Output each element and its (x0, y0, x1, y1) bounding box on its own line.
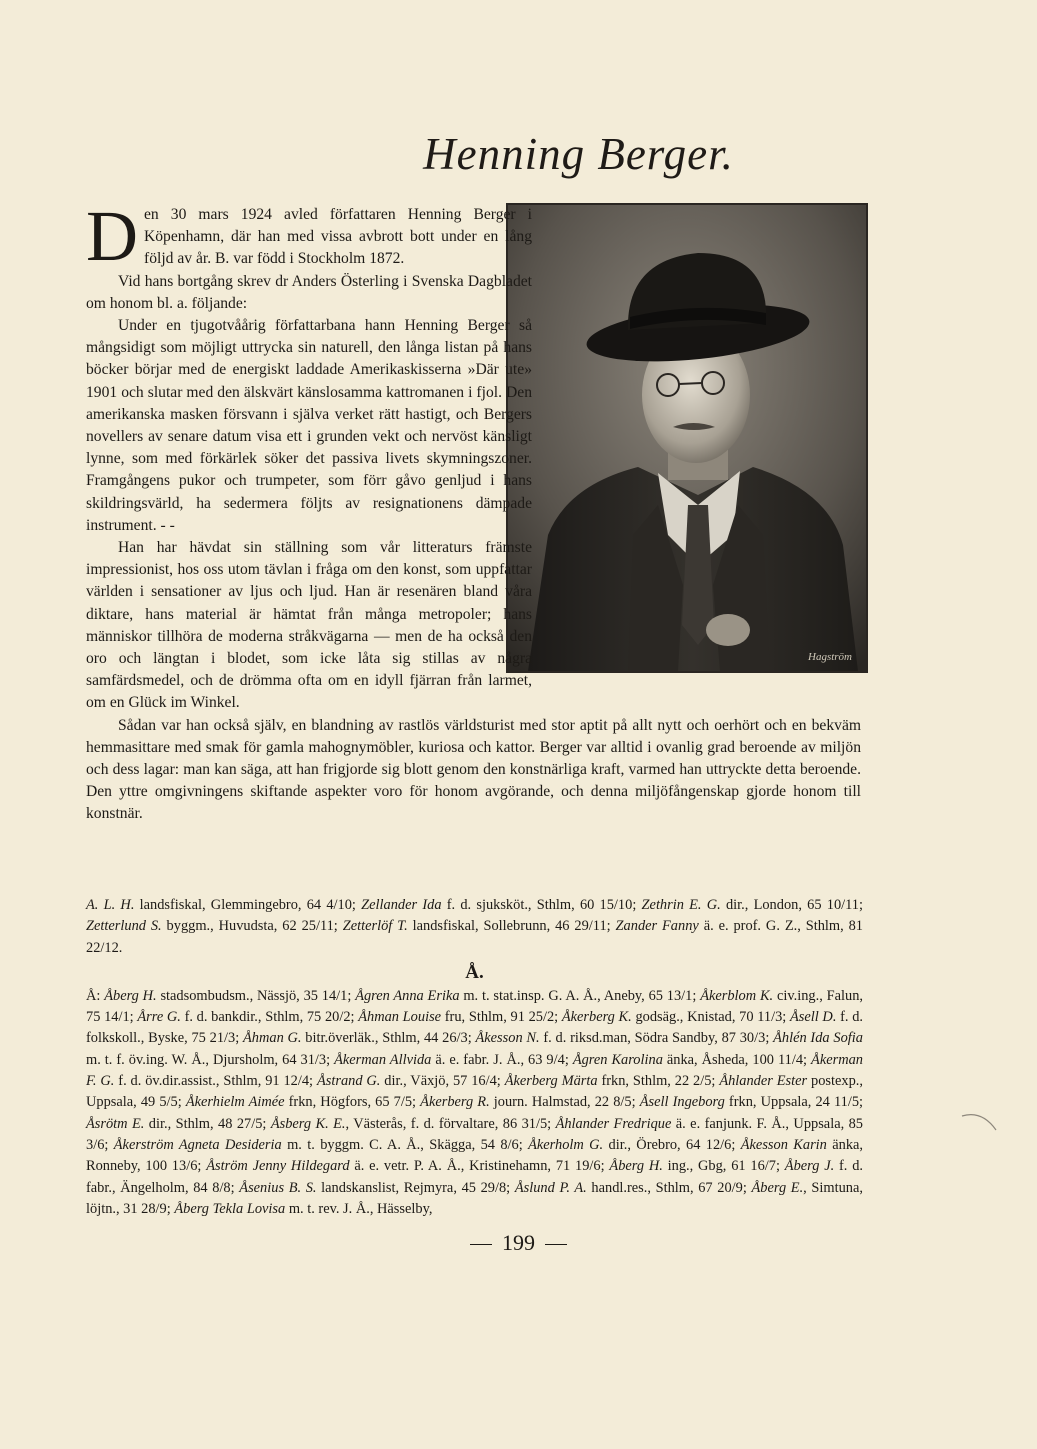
a-entry-detail: f. d. bankdir., Sthlm, 75 20/2; (180, 1009, 359, 1026)
a-entry-name: Åkerberg Märta (504, 1073, 598, 1090)
index-letter-heading: Å. (465, 961, 484, 983)
a-entry-name: Åkerblom K. (700, 987, 774, 1004)
z-entry-detail: landsfiskal, Glemmingebro, 64 4/10; (134, 897, 362, 913)
a-entry-name: Åberg E. (751, 1179, 804, 1196)
obituary-index (86, 895, 863, 1220)
z-entry-detail: f. d. sjuksköt., Sthlm, 60 15/10; (441, 897, 642, 913)
a-entry-name: Ågren Anna Erika (355, 987, 460, 1004)
a-entry-detail: fru, Sthlm, 91 25/2; (441, 1009, 562, 1026)
page-dash-left (470, 1244, 492, 1245)
a-entry-detail: änka, Ronneby, 100 13/6; (86, 1136, 864, 1175)
a-entry-name: Åkerman Allvida (334, 1051, 432, 1068)
a-entry-detail: handl.res., Sthlm, 67 20/9; (586, 1179, 752, 1196)
a-entry-name: Åhman G. (243, 1030, 302, 1047)
drop-cap: D (86, 196, 138, 276)
a-entry-name: Åsberg K. E. (270, 1115, 346, 1132)
a-entry-detail: dir., Sthlm, 48 27/5; (144, 1115, 271, 1132)
a-entry-name: Åsell D. (789, 1009, 837, 1026)
article-body (86, 196, 861, 826)
a-entry-detail: m. t. stat.insp. G. A. Å., Aneby, 65 13/1; (459, 987, 701, 1004)
a-entry-name: Åhman Louise (358, 1009, 442, 1026)
article-paragraph-4: Han har hävdat sin ställning som vår litteraturs främste impressionist, hos oss utom tävlan i fråga om den konst, som uppfattar världen i sensationer av ljus och ljud. Han är resenären bland våra diktare, hans material är hämtat från många metropoler; hans människor tillhöra de moderna stråkvägarna — men de ha också den oro och längtan i blodet, som icke låta sig stillas av några samfärdsmedel, och de drömma ofta om en idyll fjärran från larmet, om en Glück im Winkel. (86, 539, 532, 712)
a-entry-detail: frkn, Högfors, 65 7/5; (284, 1094, 421, 1111)
a-entry-name: Åkerberg K. (561, 1009, 632, 1026)
z-entry-name: Zethrin E. G. (641, 897, 721, 913)
a-entry-detail: , Västerås, f. d. förvaltare, 86 31/5; (345, 1115, 556, 1132)
article-title: Henning Berger. (423, 129, 734, 179)
z-entry-name: A. L. H. (86, 897, 135, 913)
a-entry-detail: ä. e. fanjunk. F. Å., Uppsala, 85 3/6; (86, 1115, 863, 1153)
a-entry-detail: f. d. riksd.man, Södra Sandby, 87 30/3; (539, 1030, 774, 1047)
page-number (0, 1230, 1037, 1256)
a-entry-name: Åström Jenny Hildegard (206, 1158, 350, 1175)
a-entry-name: Åkerman F. G. (86, 1051, 863, 1090)
a-entry-detail: m. t. byggm. C. A. Å., Skägga, 54 8/6; (281, 1136, 529, 1153)
a-entry-name: Åkerholm G. (528, 1136, 604, 1153)
a-entry-name: Åberg J. (784, 1158, 835, 1175)
a-entry-name: Åberg Tekla Lovisa (174, 1200, 286, 1217)
a-entry-detail: ä. e. vetr. P. A. Å., Kristinehamn, 71 19/6; (349, 1158, 610, 1175)
a-entry-name: Åstrand G. (316, 1073, 381, 1090)
a-entry-detail: bitr.överläk., Sthlm, 44 26/3; (301, 1030, 476, 1047)
photographer-signature: Hagström (808, 651, 853, 663)
z-entry-detail: landsfiskal, Sollebrunn, 46 29/11; (407, 918, 616, 935)
z-entry-detail: dir., London, 65 10/11; (720, 897, 863, 913)
a-entry-name: Årre G. (137, 1009, 181, 1026)
margin-mark (960, 1108, 1000, 1132)
a-entry-detail: frkn, Sthlm, 22 2/5; (597, 1073, 720, 1090)
a-entry-name: Åkerberg R. (420, 1094, 490, 1111)
a-entry-detail: m. t. f. öv.ing. W. Å., Djursholm, 64 31/3; (86, 1051, 335, 1068)
z-entry-detail: byggm., Huvudsta, 62 25/11; (161, 918, 343, 935)
z-entry-name: Zetterlund S. (86, 918, 162, 935)
z-entry-name: Zetterlöf T. (342, 918, 408, 935)
a-entry-detail: f. d. fabr., Ängelholm, 84 8/8; (86, 1158, 863, 1196)
a-entry-detail: landskanslist, Rejmyra, 45 29/8; (316, 1179, 515, 1196)
a-entry-name: Åhlén Ida Sofia (773, 1030, 863, 1047)
a-entry-detail: ing., Gbg, 61 16/7; (662, 1158, 785, 1175)
a-entry-name: Åkesson Karin (740, 1136, 827, 1153)
a-entry-detail: frkn, Uppsala, 24 11/5; (724, 1094, 864, 1111)
a-entry-detail: änka, Åsheda, 100 11/4; (662, 1051, 812, 1068)
a-entry-detail: , Simtuna, löjtn., 31 28/9; (86, 1179, 863, 1217)
a-entry-detail: dir., Örebro, 64 12/6; (603, 1136, 741, 1153)
z-entry-detail: ä. e. prof. G. Z., Sthlm, 81 22/12. (86, 918, 863, 956)
a-entry-name: Åhlander Fredrique (555, 1115, 672, 1132)
a-entry-name: Åsell Ingeborg (639, 1094, 725, 1111)
a-entry-name: Åhlander Ester (719, 1073, 808, 1090)
a-entry-name: Åkerström Agneta Desideria (113, 1136, 282, 1153)
a-entry-detail: f. d. öv.dir.assist., Sthlm, 91 12/4; (114, 1073, 317, 1090)
a-entry-name: Åsrötm E. (86, 1115, 145, 1132)
a-entry-detail: f. d. folkskoll., Byske, 75 21/3; (86, 1009, 863, 1047)
article-paragraph-2: Vid hans bortgång skrev dr Anders Österling i Svenska Dagbladet om honom bl. a. följande: (86, 272, 532, 312)
a-entry-detail: postexp., Uppsala, 49 5/5; (86, 1073, 863, 1111)
a-entry-name: Åkerhielm Aimée (185, 1094, 285, 1111)
a-entry-name: Åslund P. A. (514, 1179, 587, 1196)
article-paragraph-5: Sådan var han också själv, en blandning av rastlös världsturist med stor aptit på allt nytt och oerhört och en bekväm hemmasittare med smak för gamla mahognymöbler, kuriosa och kattor. Berger var alltid i ovanlig grad beroende av miljön och dess lagar: man kan säga, att han frigjorde sig blott genom den konstnärliga kraft, varmed han uttryckte detta beroende. Den yttre omgivningens skiftande aspekter voro för honom avgörande, och denna miljöfångenskap gjorde honom till konstnär. (86, 716, 861, 823)
a-entry-name: Åkesson N. (475, 1030, 540, 1047)
a-entry-detail: journ. Halmstad, 22 8/5; (489, 1094, 640, 1111)
a-entry-name: Ågren Karolina (572, 1051, 663, 1068)
page-number-text: 199 (502, 1230, 535, 1255)
a-entry-detail: civ.ing., Falun, 75 14/1; (86, 987, 863, 1026)
a-entry-detail: ä. e. fabr. J. Å., 63 9/4; (431, 1051, 573, 1068)
photo-space (546, 204, 861, 688)
z-entry-name: Zellander Ida (361, 897, 442, 913)
index-a-section (86, 986, 863, 1220)
index-z-section (86, 895, 863, 959)
a-entry-detail: dir., Växjö, 57 16/4; (380, 1073, 505, 1090)
a-entry-name: Åsenius B. S. (239, 1179, 317, 1196)
a-section-prefix: Å: (86, 987, 105, 1004)
a-entry-detail: godsäg., Knistad, 70 11/3; (631, 1009, 790, 1026)
paragraph-1-text: en 30 mars 1924 avled författaren Henning Berger i Köpenhamn, där han med vissa avbrott bott under en lång följd av år. B. var född i Stockholm 1872. (144, 206, 532, 268)
page-dash-right (545, 1244, 567, 1245)
z-entry-name: Zander Fanny (615, 918, 699, 935)
a-entry-detail: stadsombudsm., Nässjö, 35 14/1; (156, 987, 356, 1004)
article-paragraph-3: Under en tjugotvåårig författarbana hann Henning Berger så mångsidigt som möjligt uttrycka sin naturell, den långa listan på hans böcker börjar med de energiskt laddade Amerikaskisserna »Där ute» 1901 och slutar med den älskvärt känslosamma kattromanen i fjol. Den amerikanska masken försvann i själva verket rätt hastigt, och Bergers novellers av senare datum visa ett i grunden vekt och nervöst känsligt lynne, som med förkärlek söker det passiva livets skymningszoner. Framgångens pukor och trumpeter, som förr gåvo genljud i hans skildringsvärld, ha sedermera följts av resignationens dämpade instrument. - - (86, 317, 532, 534)
a-entry-detail: m. t. rev. J. Å., Hässelby, (285, 1200, 433, 1217)
a-entry-name: Åberg H. (609, 1158, 663, 1175)
a-entry-name: Åberg H. (104, 987, 157, 1004)
